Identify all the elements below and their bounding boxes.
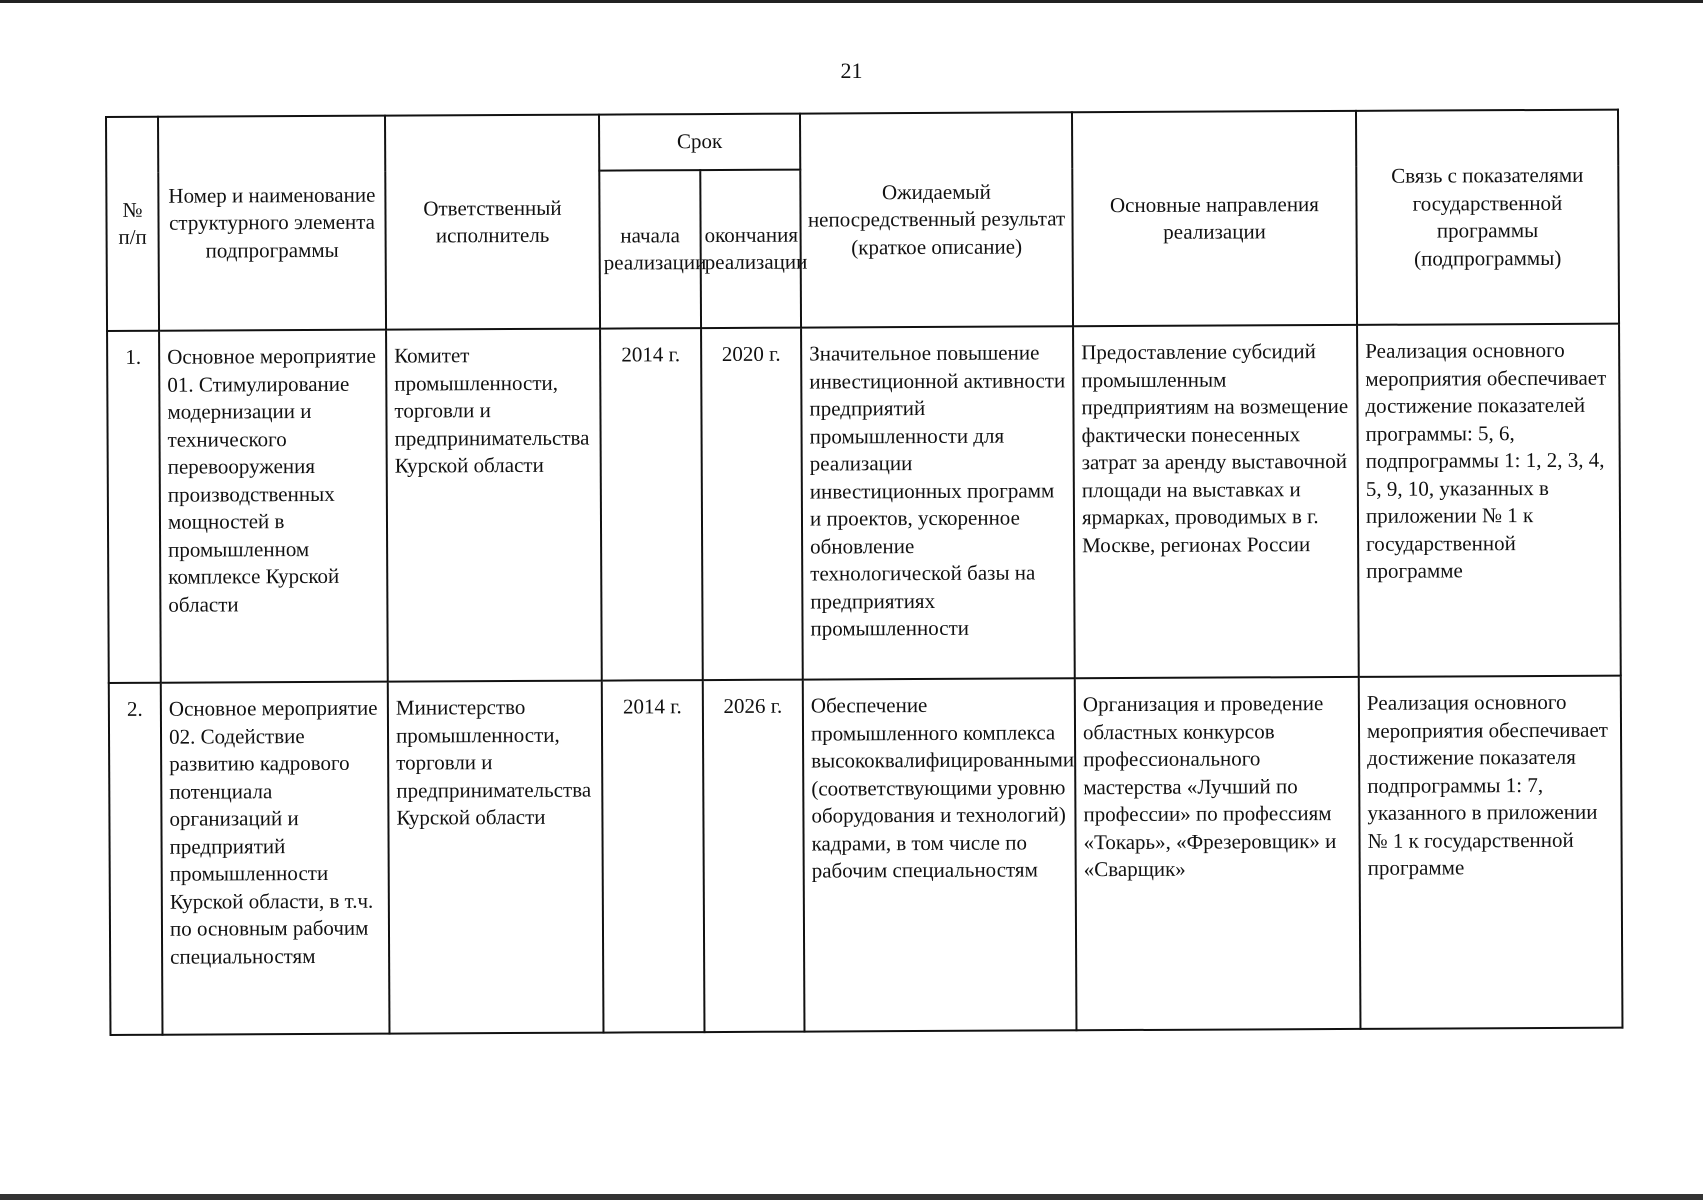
- header-num: № п/п: [106, 117, 159, 331]
- row-element: Основное мероприятие 02. Содействие развитию кадрового потенциала организаций и предприятий промышленности Курской области, в т.ч. по основным рабочим специальностям: [161, 682, 390, 1035]
- row-executor: Комитет промышленности, торговли и предпринимательства Курской области: [386, 329, 602, 682]
- row-result: Обеспечение промышленного комплекса высококвалифицированными (соответствующими уровню оборудования и технологий) кадрами, в том числе по рабочим специальностям: [803, 678, 1077, 1031]
- header-result: Ожидаемый непосредственный результат (краткое описание): [800, 112, 1073, 327]
- row-end-year: 2020 г.: [701, 328, 803, 680]
- scan-edge-top: [0, 0, 1703, 3]
- table-row: [107, 324, 1621, 683]
- row-end-year: 2026 г.: [703, 680, 805, 1032]
- row-executor: Министерство промышленности, торговли и предпринимательства Курской области: [388, 681, 604, 1034]
- row-start-year: 2014 г.: [602, 680, 705, 1032]
- row-start-year: 2014 г.: [600, 328, 703, 680]
- header-row-top: [106, 110, 1618, 173]
- header-executor: Ответственный исполнитель: [385, 115, 600, 330]
- header-end: окончания реализации: [700, 170, 801, 328]
- header-directions: Основные направления реализации: [1072, 111, 1357, 326]
- row-element: Основное мероприятие 01. Стимулирование модернизации и технического перевооружения производственных мощностей в промышленном комплексе Курской области: [159, 330, 388, 683]
- header-link: Связь с показателями государственной программы (подпрограммы): [1356, 110, 1619, 325]
- table-row: [109, 676, 1623, 1035]
- row-number: 1.: [107, 331, 161, 683]
- header-term: Срок: [599, 114, 800, 171]
- row-number: 2.: [109, 683, 163, 1035]
- scan-edge-bottom: [0, 1194, 1703, 1200]
- measures-table: [105, 109, 1623, 1036]
- row-directions: Организация и проведение областных конкурсов профессионального мастерства «Лучший по профессии» по профессиям «Токарь», «Фрезеровщик» и «Сварщик»: [1075, 677, 1361, 1030]
- row-link: Реализация основного мероприятия обеспечивает достижение показателя подпрограммы 1: 7, указанного в приложении № 1 к государственной программе: [1359, 676, 1623, 1029]
- row-result: Значительное повышение инвестиционной активности предприятий промышленности для реализации инвестиционных программ и проектов, ускоренное обновление технологической базы на предприятиях промышленности: [801, 326, 1075, 679]
- page-number: 21: [840, 58, 863, 83]
- row-directions: Предоставление субсидий промышленным предприятиям на возмещение фактически понесенных затрат за аренду выставочной площади на выставках и ярмарках, проводимых в г. Москве, регионах России: [1073, 325, 1359, 678]
- row-link: Реализация основного мероприятия обеспечивает достижение показателей программы: 5, 6, подпрограммы 1: 1, 2, 3, 4, 5, 9, 10, указанных в приложении № 1 к государственной программе: [1357, 324, 1621, 677]
- header-element: Номер и наименование структурного элемента подпрограммы: [158, 116, 386, 331]
- header-start: начала реализации: [599, 170, 701, 328]
